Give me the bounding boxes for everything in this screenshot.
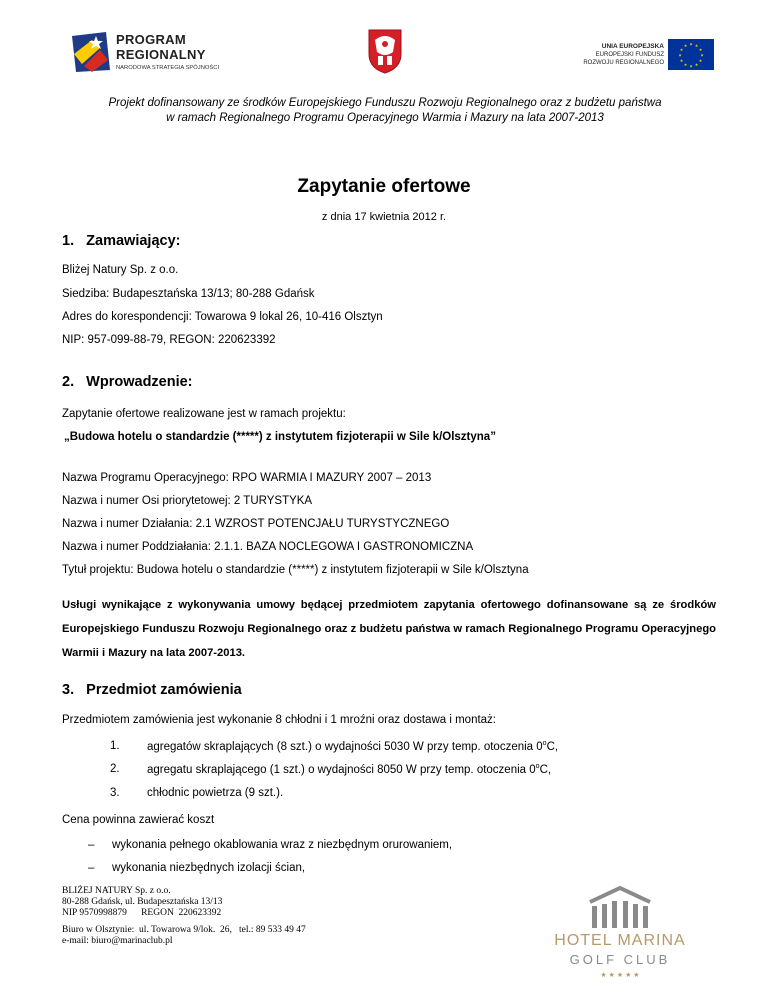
title-date: z dnia 17 kwietnia 2012 r. — [321, 211, 447, 223]
svg-text:★: ★ — [683, 62, 688, 67]
svg-text:★: ★ — [689, 63, 693, 69]
s1-line-nip: NIP: 957-099-88-79, REGON: 220623392 — [62, 334, 276, 346]
s3-item-2-num: 2. — [110, 763, 120, 775]
svg-text:★: ★ — [700, 52, 704, 58]
s2-axis-line: Nazwa i numer Osi priorytetowej: 2 TURYSTYKA — [62, 495, 313, 507]
footer-company: BLIŻEJ NATURY Sp. z o.o. — [62, 886, 171, 896]
s2-project-name: „Budowa hotelu o standardzie (*****) z instytutem fizjoterapii w Sile k/Olsztyna” — [64, 431, 496, 443]
s3-price-intro: Cena powinna zawierać koszt — [62, 814, 215, 826]
section-1-heading: 1. Zamawiający: — [62, 233, 181, 249]
s3-bullet-1-dash: – — [88, 839, 95, 851]
s3-bullet-2-text: wykonania niezbędnych izolacji ścian, — [112, 862, 306, 874]
s3-intro: Przedmiotem zamówienia jest wykonanie 8 chłodni i 1 mroźni oraz dostawa i montaż: — [62, 714, 497, 726]
footer-block — [62, 886, 306, 947]
hotel-logo-line1: HOTEL MARINA — [554, 932, 686, 949]
svg-text:★: ★ — [698, 58, 703, 63]
s1-line-seat: Siedziba: Budapesztańska 13/13; 80-288 Gdańsk — [62, 288, 315, 300]
footer-office: Biuro w Olsztynie: ul. Towarowa 9/lok. 26, tel.: 89 533 49 47 — [62, 925, 306, 935]
footer-ids: NIP 9570998879 REGON 220623392 — [62, 908, 222, 918]
s3-item-2-tail: C, — [539, 763, 552, 776]
section-3-heading: 3. Przedmiot zamówienia — [62, 682, 242, 698]
funding-line-2: w ramach Regionalnego Programu Operacyjnego Warmia i Mazury na lata 2007-2013 — [166, 112, 604, 124]
eu-line3: ROZWOJU REGIONALNEGO — [583, 60, 664, 66]
svg-text:★: ★ — [698, 47, 703, 52]
s3-item-1-num: 1. — [110, 740, 120, 752]
program-logo-line1: PROGRAM — [116, 32, 186, 47]
svg-text:★: ★ — [694, 43, 699, 48]
s3-item-3-text: chłodnic powietrza (9 szt.). — [147, 787, 284, 799]
s3-item-1-sup: o — [542, 740, 547, 747]
eu-flag-icon — [668, 39, 714, 70]
s1-line-correspondence: Adres do korespondencji: Towarowa 9 lokal 26, 10-416 Olsztyn — [62, 311, 383, 323]
s2-bold-para-line1: Usługi wynikające z wykonywania umowy będącej przedmiotem zapytania ofertowego dofinansowane są ze środków — [62, 599, 716, 611]
svg-text:★: ★ — [694, 62, 699, 67]
svg-text:★: ★ — [679, 47, 684, 52]
eu-line1: UNIA EUROPEJSKA — [601, 43, 664, 50]
s2-subaction-line: Nazwa i numer Poddziałania: 2.1.1. BAZA NOCLEGOWA I GASTRONOMICZNA — [62, 541, 474, 553]
hotel-logo-stars: ★ ★ ★ ★ ★ — [600, 972, 640, 979]
s3-item-1-text — [147, 740, 558, 753]
svg-text:★: ★ — [679, 58, 684, 63]
s3-bullet-2-dash: – — [88, 862, 95, 874]
s2-bold-para-line3: Warmii i Mazury na lata 2007-2013. — [62, 647, 246, 659]
program-logo-line3: NARODOWA STRATEGIA SPÓJNOŚCI — [116, 65, 220, 71]
s2-title-line: Tytuł projektu: Budowa hotelu o standardzie (*****) z instytutem fizjoterapii w Sile k/Olsztyna — [62, 564, 529, 576]
eu-text-block — [560, 42, 664, 67]
s3-item-1-tail: C, — [546, 740, 559, 753]
s2-intro: Zapytanie ofertowe realizowane jest w ramach projektu: — [62, 408, 346, 420]
page-title: Zapytanie ofertowe — [297, 176, 471, 197]
s3-item-2-sup: o — [535, 763, 540, 770]
s3-item-1-main: agregatów skraplających (8 szt.) o wydajności 5030 W przy temp. otoczenia 0 — [147, 740, 543, 753]
s3-item-2-main: agregatu skraplającego (1 szt.) o wydajności 8050 W przy temp. otoczenia 0 — [147, 763, 536, 776]
footer-address: 80-288 Gdańsk, ul. Budapesztańska 13/13 — [62, 897, 223, 907]
eu-line2: EUROPEJSKI FUNDUSZ — [595, 52, 664, 58]
s2-bold-para-line2: Europejskiego Funduszu Rozwoju Regionalnego oraz z budżetu państwa w ramach Regionalnego Programu Operacyjnego — [62, 623, 716, 635]
hotel-columns-icon — [580, 886, 660, 930]
warmia-mazury-crest-icon — [367, 28, 403, 74]
program-logo-line2: REGIONALNY — [116, 47, 206, 62]
svg-text:★: ★ — [683, 43, 688, 48]
s3-item-2-text — [147, 763, 551, 776]
program-regionalny-logo — [70, 30, 230, 76]
hotel-marina-logo — [540, 886, 700, 986]
footer-email: e-mail: biuro@marinaclub.pl — [62, 936, 173, 946]
hotel-logo-line2: GOLF CLUB — [569, 952, 671, 967]
funding-line-1: Projekt dofinansowany ze środków Europejskiego Funduszu Rozwoju Regionalnego oraz z budżetu państwa — [108, 97, 662, 109]
section-2-heading: 2. Wprowadzenie: — [62, 374, 193, 390]
flag-star-icon — [70, 30, 112, 74]
s2-action-line: Nazwa i numer Działania: 2.1 WZROST POTENCJAŁU TURYSTYCZNEGO — [62, 518, 450, 530]
s2-program-line: Nazwa Programu Operacyjnego: RPO WARMIA I MAZURY 2007 – 2013 — [62, 472, 432, 484]
s1-line-company: Bliżej Natury Sp. z o.o. — [62, 264, 179, 276]
s3-bullet-1-text: wykonania pełnego okablowania wraz z niezbędnym orurowaniem, — [112, 839, 453, 851]
s3-item-3-num: 3. — [110, 787, 120, 799]
svg-text:★: ★ — [689, 41, 693, 47]
svg-text:★: ★ — [678, 52, 682, 58]
